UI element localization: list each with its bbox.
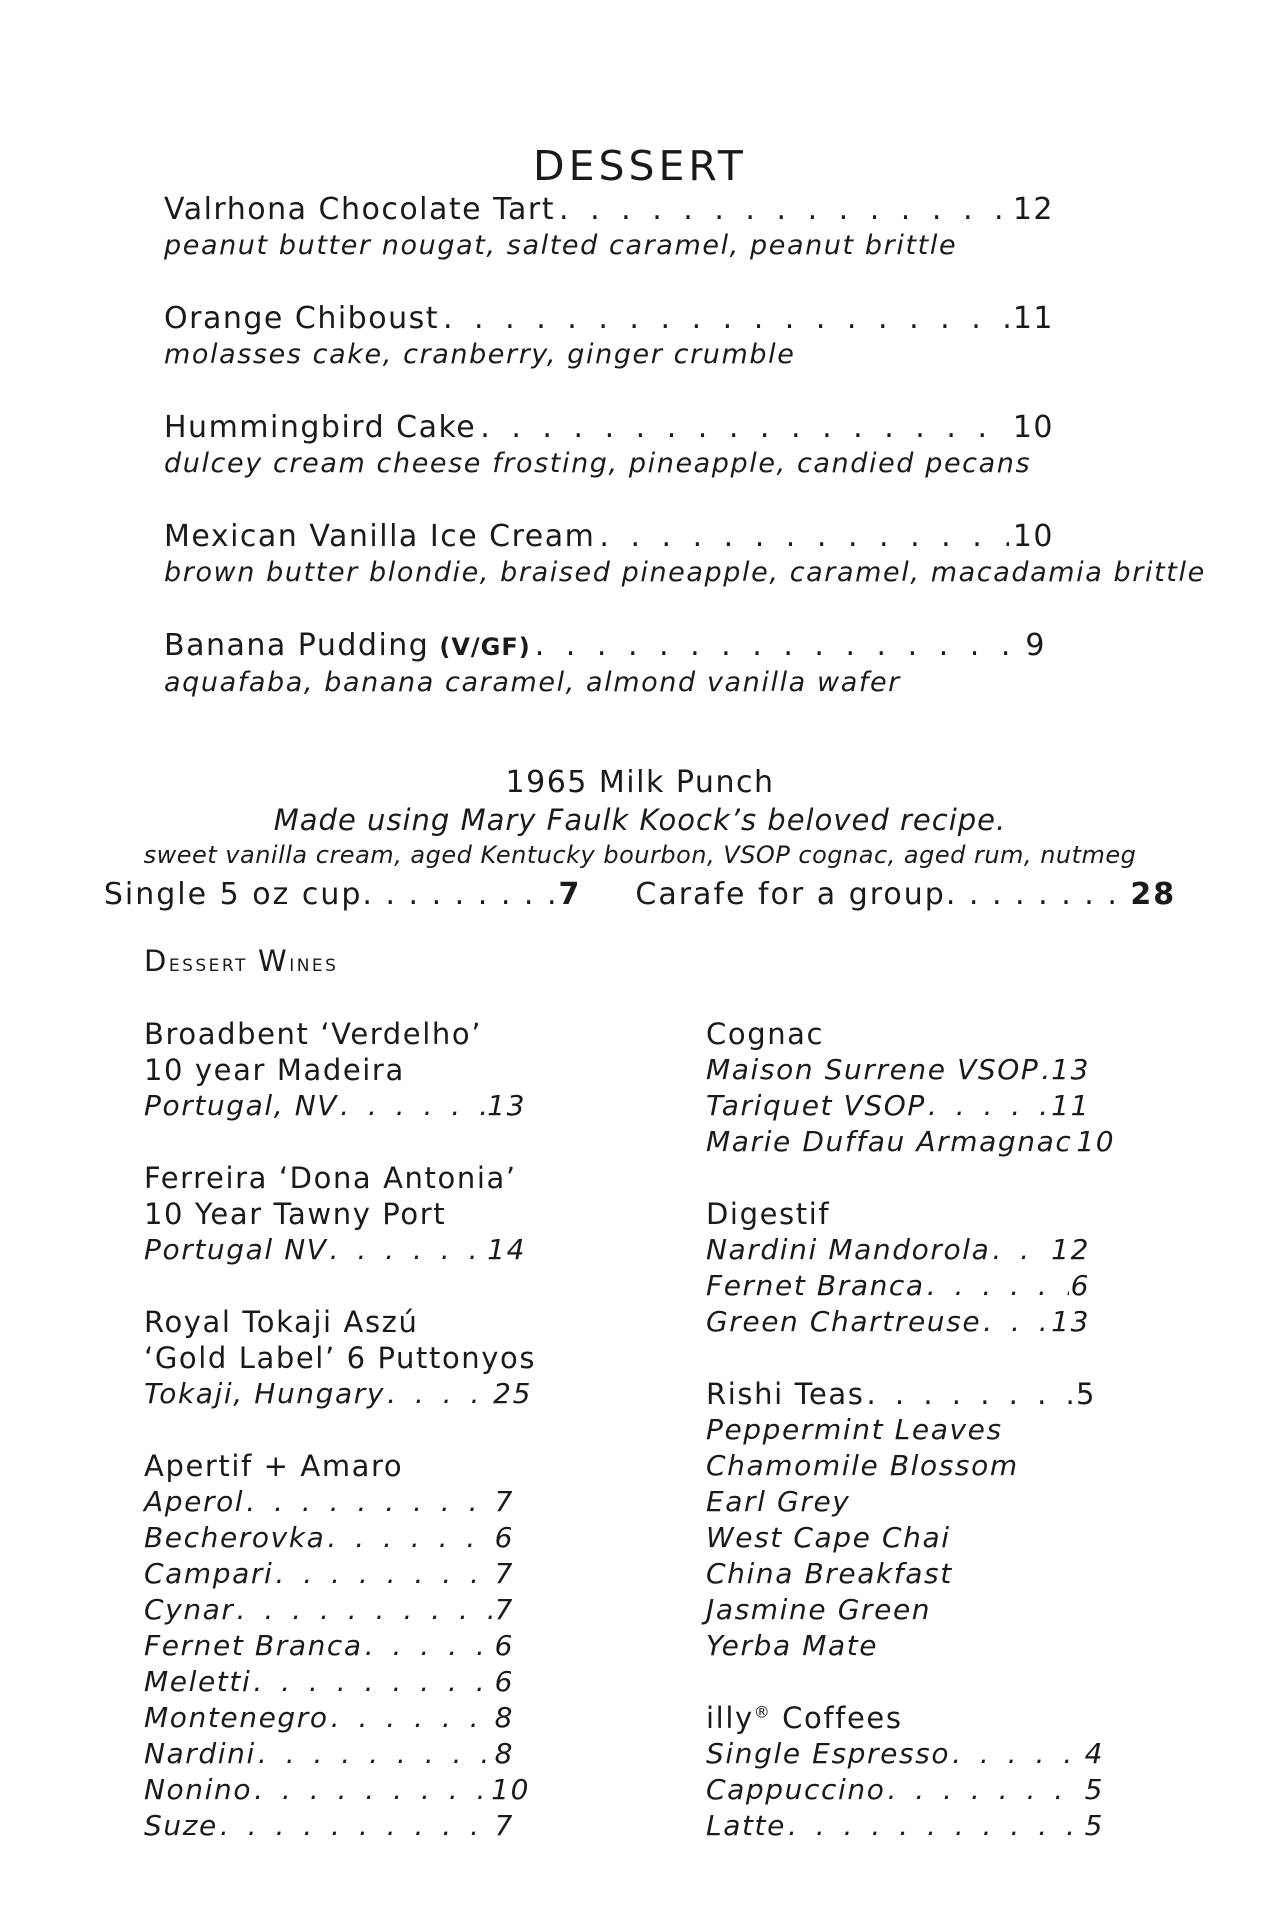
carafe-price: 28 xyxy=(1130,877,1177,912)
digestif-item: Green Chartreuse . . . 13 xyxy=(706,1304,1090,1340)
dessert-list xyxy=(164,192,1206,738)
dessert-description: dulcey cream cheese frosting, pineapple, candied pecans xyxy=(164,448,1032,479)
wine-type: 10 Year Tawny Port xyxy=(144,1197,447,1231)
wine-region: Tokaji, Hungary xyxy=(144,1377,386,1410)
coffee-item: Latte . . . 5 xyxy=(706,1808,1104,1844)
aperitif-item: Montenegro . . . 8 xyxy=(144,1700,514,1736)
aperitif-item: Becherovka . . . 6 xyxy=(144,1520,514,1556)
leader-dots xyxy=(559,192,1009,228)
tea-item: West Cape Chai xyxy=(706,1521,951,1554)
leader-dots xyxy=(387,1376,491,1412)
wine-type: 10 year Madeira xyxy=(144,1053,405,1087)
wine-price: 25 xyxy=(493,1377,532,1410)
dessert-item xyxy=(164,410,1054,482)
digestif-item: Nardini Mandorola . . . 12 xyxy=(706,1232,1090,1268)
dessert-item xyxy=(164,519,1206,591)
aperitif-item: Nardini . . . 8 xyxy=(144,1736,514,1772)
aperitif-item: Aperol . . . 7 xyxy=(144,1484,514,1520)
single-cup-label: Single 5 oz cup. . . . . . . . . xyxy=(103,877,559,912)
dessert-item xyxy=(164,301,1054,373)
teas-heading: Rishi Teas . . . 5 xyxy=(706,1376,1096,1412)
right-column xyxy=(706,1016,1146,1844)
dessert-wines-heading: Dessert Wines xyxy=(144,944,339,978)
wine-item xyxy=(144,1160,544,1268)
aperitif-item: Nonino . . . 10 xyxy=(144,1772,530,1808)
leader-dots xyxy=(443,301,1009,337)
digestif-section xyxy=(706,1196,1146,1340)
wine-name: Broadbent ‘Verdelho’ xyxy=(144,1017,483,1051)
aperitif-heading: Apertif + Amaro xyxy=(144,1449,404,1483)
dessert-description: aquafaba, banana caramel, almond vanilla wafer xyxy=(164,667,901,698)
single-cup-price: 7 xyxy=(558,877,582,912)
leader-dots xyxy=(330,1232,486,1268)
dessert-name: Mexican Vanilla Ice Cream xyxy=(164,519,596,554)
leader-dots xyxy=(340,1088,485,1124)
leader-dots xyxy=(480,410,1009,446)
tea-item: Earl Grey xyxy=(706,1485,851,1518)
coffee-item: Cappuccino . . . 5 xyxy=(706,1772,1104,1808)
coffees-heading: illy® Coffees xyxy=(706,1701,903,1735)
wine-region: Portugal NV xyxy=(144,1233,328,1266)
digestif-heading: Digestif xyxy=(706,1197,831,1231)
wine-price: 13 xyxy=(487,1089,526,1122)
aperitif-item: Cynar . . . 7 xyxy=(144,1592,514,1628)
wine-item xyxy=(144,1304,544,1412)
milk-punch-subtitle: Made using Mary Faulk Koock’s beloved recipe. xyxy=(273,803,1007,837)
cognac-item: Tariquet VSOP . . . 11 xyxy=(706,1088,1090,1124)
tea-item: China Breakfast xyxy=(706,1557,953,1590)
aperitif-item: Campari . . . 7 xyxy=(144,1556,514,1592)
wine-name: Ferreira ‘Dona Antonia’ xyxy=(144,1161,517,1195)
cognac-heading: Cognac xyxy=(706,1017,825,1051)
milk-punch-title: 1965 Milk Punch xyxy=(505,765,775,800)
carafe-label: Carafe for a group. . . . . . . . xyxy=(635,877,1119,912)
dessert-price: 10 xyxy=(1012,410,1054,445)
wine-item xyxy=(144,1016,544,1124)
dessert-description: brown butter blondie, braised pineapple, caramel, macadamia brittle xyxy=(164,557,1206,588)
coffees-section xyxy=(706,1700,1146,1844)
dietary-tag: (V/GF) xyxy=(439,633,531,661)
left-column xyxy=(144,1016,544,1844)
teas-section xyxy=(706,1376,1146,1664)
milk-punch-description: sweet vanilla cream, aged Kentucky bourbon, VSOP cognac, aged rum, nutmeg xyxy=(143,841,1137,869)
dessert-name: Valrhona Chocolate Tart xyxy=(164,192,555,227)
milk-punch-section xyxy=(0,764,1280,916)
wine-region: Portugal, NV xyxy=(144,1089,339,1122)
cognac-item: Marie Duffau Armagnac 10 xyxy=(706,1125,1116,1158)
leader-dots xyxy=(535,628,1022,664)
milk-punch-prices xyxy=(0,874,1280,916)
digestif-item: Fernet Branca . . . 6 xyxy=(706,1268,1090,1304)
wine-price: 14 xyxy=(487,1233,526,1266)
leader-dots xyxy=(599,519,1008,555)
wine-name: Royal Tokaji Aszú xyxy=(144,1305,419,1339)
tea-item: Jasmine Green xyxy=(706,1593,932,1626)
dessert-price: 11 xyxy=(1012,301,1054,336)
aperitif-item: Meletti . . . 6 xyxy=(144,1664,514,1700)
aperitif-section xyxy=(144,1448,544,1844)
cognac-section xyxy=(706,1016,1146,1160)
dessert-price: 12 xyxy=(1012,192,1054,227)
dessert-price: 9 xyxy=(1025,628,1046,663)
dessert-item xyxy=(164,628,1054,701)
cognac-item: Maison Surrene VSOP . . . 13 xyxy=(706,1052,1090,1088)
aperitif-item: Suze . . . 7 xyxy=(144,1808,514,1844)
menu-title: DESSERT xyxy=(533,142,747,190)
dessert-price: 10 xyxy=(1012,519,1054,554)
aperitif-item: Fernet Branca . . . 6 xyxy=(144,1628,514,1664)
dessert-item xyxy=(164,192,1054,264)
coffee-item: Single Espresso . . . 4 xyxy=(706,1736,1104,1772)
tea-item: Peppermint Leaves xyxy=(706,1413,1003,1446)
tea-item: Yerba Mate xyxy=(706,1629,879,1662)
dessert-name: Hummingbird Cake xyxy=(164,410,477,445)
dessert-description: molasses cake, cranberry, ginger crumble xyxy=(164,339,796,370)
dessert-name: Orange Chiboust xyxy=(164,301,439,336)
dessert-description: peanut butter nougat, salted caramel, peanut brittle xyxy=(164,230,958,261)
wine-type: ‘Gold Label’ 6 Puttonyos xyxy=(144,1341,537,1375)
tea-item: Chamomile Blossom xyxy=(706,1449,1019,1482)
dessert-name: Banana Pudding xyxy=(164,628,430,663)
